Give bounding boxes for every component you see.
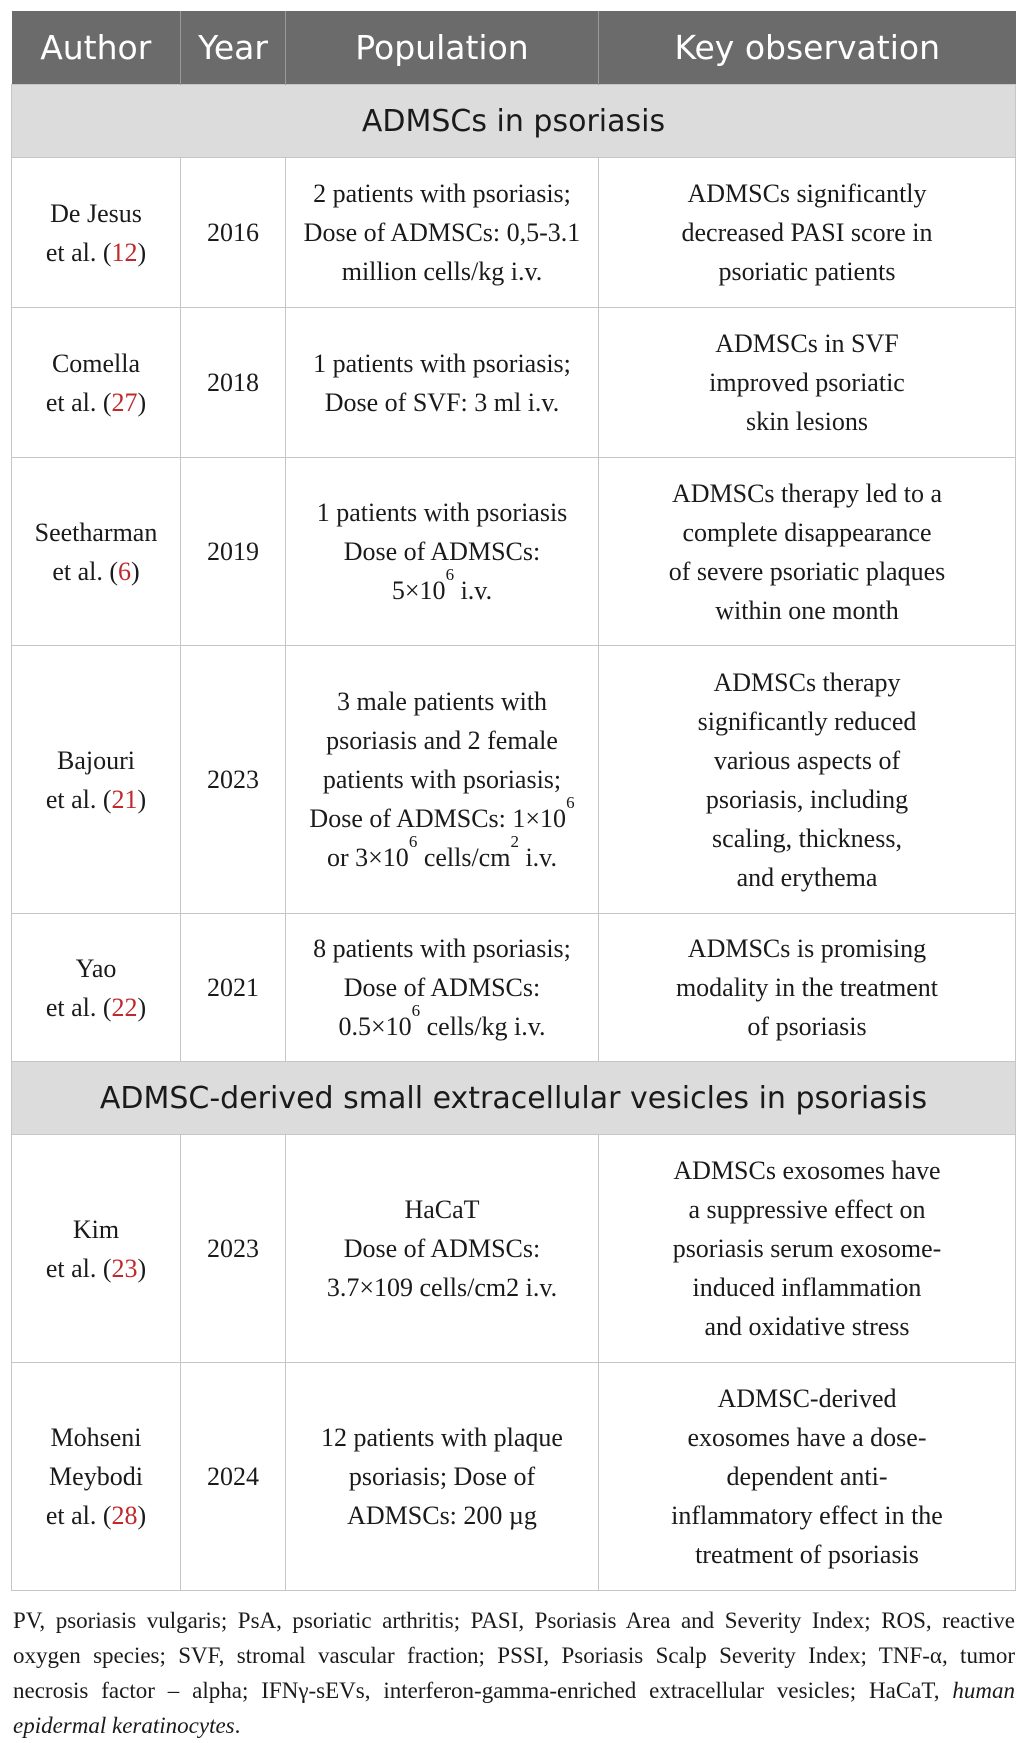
- table-footnote: [11, 1603, 1015, 1743]
- population-line: 12 patients with plaque: [321, 1423, 563, 1452]
- population-line: cells/cm: [417, 843, 511, 872]
- reference-link[interactable]: 27: [111, 387, 138, 417]
- author-cell: [12, 1363, 181, 1591]
- population-line: 3.7×109 cells/cm2 i.v.: [326, 1273, 558, 1302]
- author-name: Mohseni: [50, 1423, 142, 1452]
- footnote-end: .: [234, 1713, 241, 1738]
- table-row: [12, 458, 1016, 646]
- population-line: i.v.: [454, 576, 493, 605]
- observation-line: treatment of psoriasis: [695, 1540, 919, 1569]
- author-cell: [12, 458, 181, 646]
- author-name: De Jesus: [50, 198, 142, 228]
- table-row: [12, 1363, 1016, 1591]
- reference-link[interactable]: 12: [111, 237, 138, 267]
- population-line: 8 patients with psoriasis;: [313, 934, 571, 963]
- superscript: 6: [408, 832, 418, 851]
- population-cell: [286, 458, 599, 646]
- superscript: 6: [445, 565, 455, 584]
- observation-cell: [599, 914, 1016, 1062]
- author-cell: [12, 308, 181, 458]
- population-line: 3 male patients with: [336, 687, 548, 716]
- header-population: Population: [286, 11, 599, 85]
- reference-link[interactable]: 23: [111, 1253, 138, 1283]
- table-row: [12, 646, 1016, 914]
- table-wrapper: [11, 11, 1015, 1743]
- section-title: ADMSCs in psoriasis: [12, 85, 1016, 158]
- author-etal: et al. (: [45, 1501, 112, 1530]
- table-row: [12, 158, 1016, 308]
- observation-line: complete disappearance: [682, 517, 932, 547]
- year-cell: 2023: [181, 1135, 286, 1363]
- observation-line: dependent anti-: [726, 1462, 888, 1491]
- year-cell: 2018: [181, 308, 286, 458]
- year-cell: 2023: [181, 646, 286, 914]
- population-line: 1 patients with psoriasis: [316, 498, 568, 527]
- author-name: Meybodi: [49, 1462, 143, 1491]
- section-title: ADMSC-derived small extracellular vesicles in psoriasis: [12, 1062, 1016, 1135]
- population-line: Dose of ADMSCs:: [343, 537, 541, 566]
- section-row: [12, 1062, 1016, 1135]
- close-paren: ): [137, 237, 147, 267]
- author-name: Comella: [51, 348, 141, 378]
- year-cell: 2016: [181, 158, 286, 308]
- observation-line: modality in the treatment: [675, 973, 939, 1002]
- author-etal: et al. (: [52, 556, 118, 586]
- reference-link[interactable]: 6: [118, 556, 131, 586]
- close-paren: ): [137, 1501, 147, 1530]
- population-line: i.v.: [518, 843, 557, 872]
- author-cell: [12, 914, 181, 1062]
- section-row: [12, 85, 1016, 158]
- footnote-italic: human epidermal keratinocytes: [13, 1678, 1015, 1738]
- population-line: Dose of ADMSCs:: [343, 973, 541, 1002]
- table-row: [12, 1135, 1016, 1363]
- observation-line: and erythema: [736, 862, 878, 892]
- footnote-text: PV, psoriasis vulgaris; PsA, psoriatic arthritis; PASI, Psoriasis Area and Severity Index; ROS, reactive oxygen species; SVF, stromal vascular fraction; PSSI, Psoriasis Scalp Severity Index; TNF-α, tumor necrosis factor – alpha; IFNγ-sEVs, interferon-gamma-enriched extracellular vesicles; HaCaT,: [13, 1608, 1015, 1703]
- header-key-observation: Key observation: [599, 11, 1016, 85]
- header-row: [12, 11, 1016, 85]
- population-cell: [286, 1363, 599, 1591]
- observation-line: psoriasis serum exosome-: [672, 1234, 942, 1263]
- header-year: Year: [181, 11, 286, 85]
- population-line: million cells/kg i.v.: [341, 257, 543, 286]
- population-line: 5×10: [391, 576, 446, 605]
- observation-cell: [599, 1135, 1016, 1363]
- table-row: [12, 914, 1016, 1062]
- author-etal: et al. (: [45, 387, 112, 417]
- close-paren: ): [131, 556, 140, 586]
- author-etal: et al. (: [45, 784, 112, 814]
- superscript: 6: [411, 1001, 421, 1020]
- observation-line: induced inflammation: [692, 1273, 922, 1302]
- observation-cell: [599, 1363, 1016, 1591]
- reference-link[interactable]: 22: [111, 992, 138, 1022]
- observation-cell: [599, 158, 1016, 308]
- population-line: HaCaT: [404, 1195, 480, 1224]
- observation-line: decreased PASI score in: [681, 218, 933, 247]
- year-cell: 2019: [181, 458, 286, 646]
- superscript: 2: [510, 832, 519, 851]
- observation-line: of psoriasis: [747, 1012, 867, 1041]
- population-cell: [286, 1135, 599, 1363]
- observation-line: of severe psoriatic plaques: [668, 556, 946, 586]
- reference-link[interactable]: 28: [111, 1501, 138, 1530]
- observation-line: exosomes have a dose-: [687, 1423, 927, 1452]
- author-cell: [12, 158, 181, 308]
- author-etal: et al. (: [45, 992, 112, 1022]
- population-line: or 3×10: [326, 843, 409, 872]
- superscript: 6: [566, 793, 575, 812]
- header-author: Author: [12, 11, 181, 85]
- table-row: [12, 308, 1016, 458]
- population-line: psoriasis and 2 female: [326, 726, 558, 755]
- observation-line: inflammatory effect in the: [671, 1501, 943, 1530]
- author-etal: et al. (: [45, 1253, 112, 1283]
- population-line: Dose of SVF: 3 ml i.v.: [324, 387, 560, 417]
- population-line: 2 patients with psoriasis;: [313, 179, 571, 208]
- population-line: ADMSCs: 200 µg: [347, 1501, 537, 1530]
- population-line: Dose of ADMSCs: 1×10: [309, 804, 567, 833]
- data-table: [11, 11, 1016, 1591]
- author-name: Seetharman: [34, 517, 158, 547]
- observation-line: psoriasis, including: [705, 784, 909, 814]
- population-line: patients with psoriasis;: [322, 765, 562, 794]
- population-cell: [286, 914, 599, 1062]
- observation-line: ADMSCs exosomes have: [673, 1156, 941, 1185]
- observation-cell: [599, 458, 1016, 646]
- observation-line: ADMSCs is promising: [687, 934, 927, 963]
- population-cell: [286, 158, 599, 308]
- population-line: cells/kg i.v.: [420, 1012, 546, 1041]
- observation-line: skin lesions: [745, 407, 869, 436]
- close-paren: ): [137, 387, 147, 417]
- observation-line: and oxidative stress: [704, 1312, 910, 1341]
- observation-cell: [599, 308, 1016, 458]
- author-name: Yao: [75, 953, 117, 983]
- population-line: Dose of ADMSCs:: [343, 1234, 541, 1263]
- author-name: Kim: [72, 1214, 120, 1244]
- population-line: psoriasis; Dose of: [348, 1462, 536, 1491]
- reference-link[interactable]: 21: [111, 784, 138, 814]
- author-cell: [12, 646, 181, 914]
- author-cell: [12, 1135, 181, 1363]
- close-paren: ): [137, 784, 147, 814]
- observation-line: a suppressive effect on: [688, 1195, 926, 1224]
- close-paren: ): [137, 1253, 147, 1283]
- population-line: 0.5×10: [338, 1012, 412, 1041]
- year-cell: 2021: [181, 914, 286, 1062]
- observation-line: ADMSCs in SVF: [715, 329, 899, 358]
- population-cell: [286, 646, 599, 914]
- author-etal: et al. (: [45, 237, 112, 267]
- observation-line: ADMSCs therapy: [713, 667, 901, 697]
- population-line: Dose of ADMSCs: 0,5-3.1: [303, 218, 581, 247]
- observation-line: ADMSCs significantly: [687, 179, 927, 208]
- observation-cell: [599, 646, 1016, 914]
- observation-line: various aspects of: [713, 745, 901, 775]
- observation-line: scaling, thickness,: [712, 823, 902, 853]
- population-line: 1 patients with psoriasis;: [313, 348, 571, 378]
- observation-line: ADMSC-derived: [717, 1384, 897, 1413]
- population-cell: [286, 308, 599, 458]
- year-cell: 2024: [181, 1363, 286, 1591]
- close-paren: ): [137, 992, 147, 1022]
- observation-line: within one month: [715, 595, 899, 625]
- observation-line: ADMSCs therapy led to a: [671, 478, 943, 508]
- observation-line: significantly reduced: [697, 706, 917, 736]
- author-name: Bajouri: [57, 745, 135, 775]
- observation-line: improved psoriatic: [709, 368, 905, 397]
- observation-line: psoriatic patients: [718, 257, 896, 286]
